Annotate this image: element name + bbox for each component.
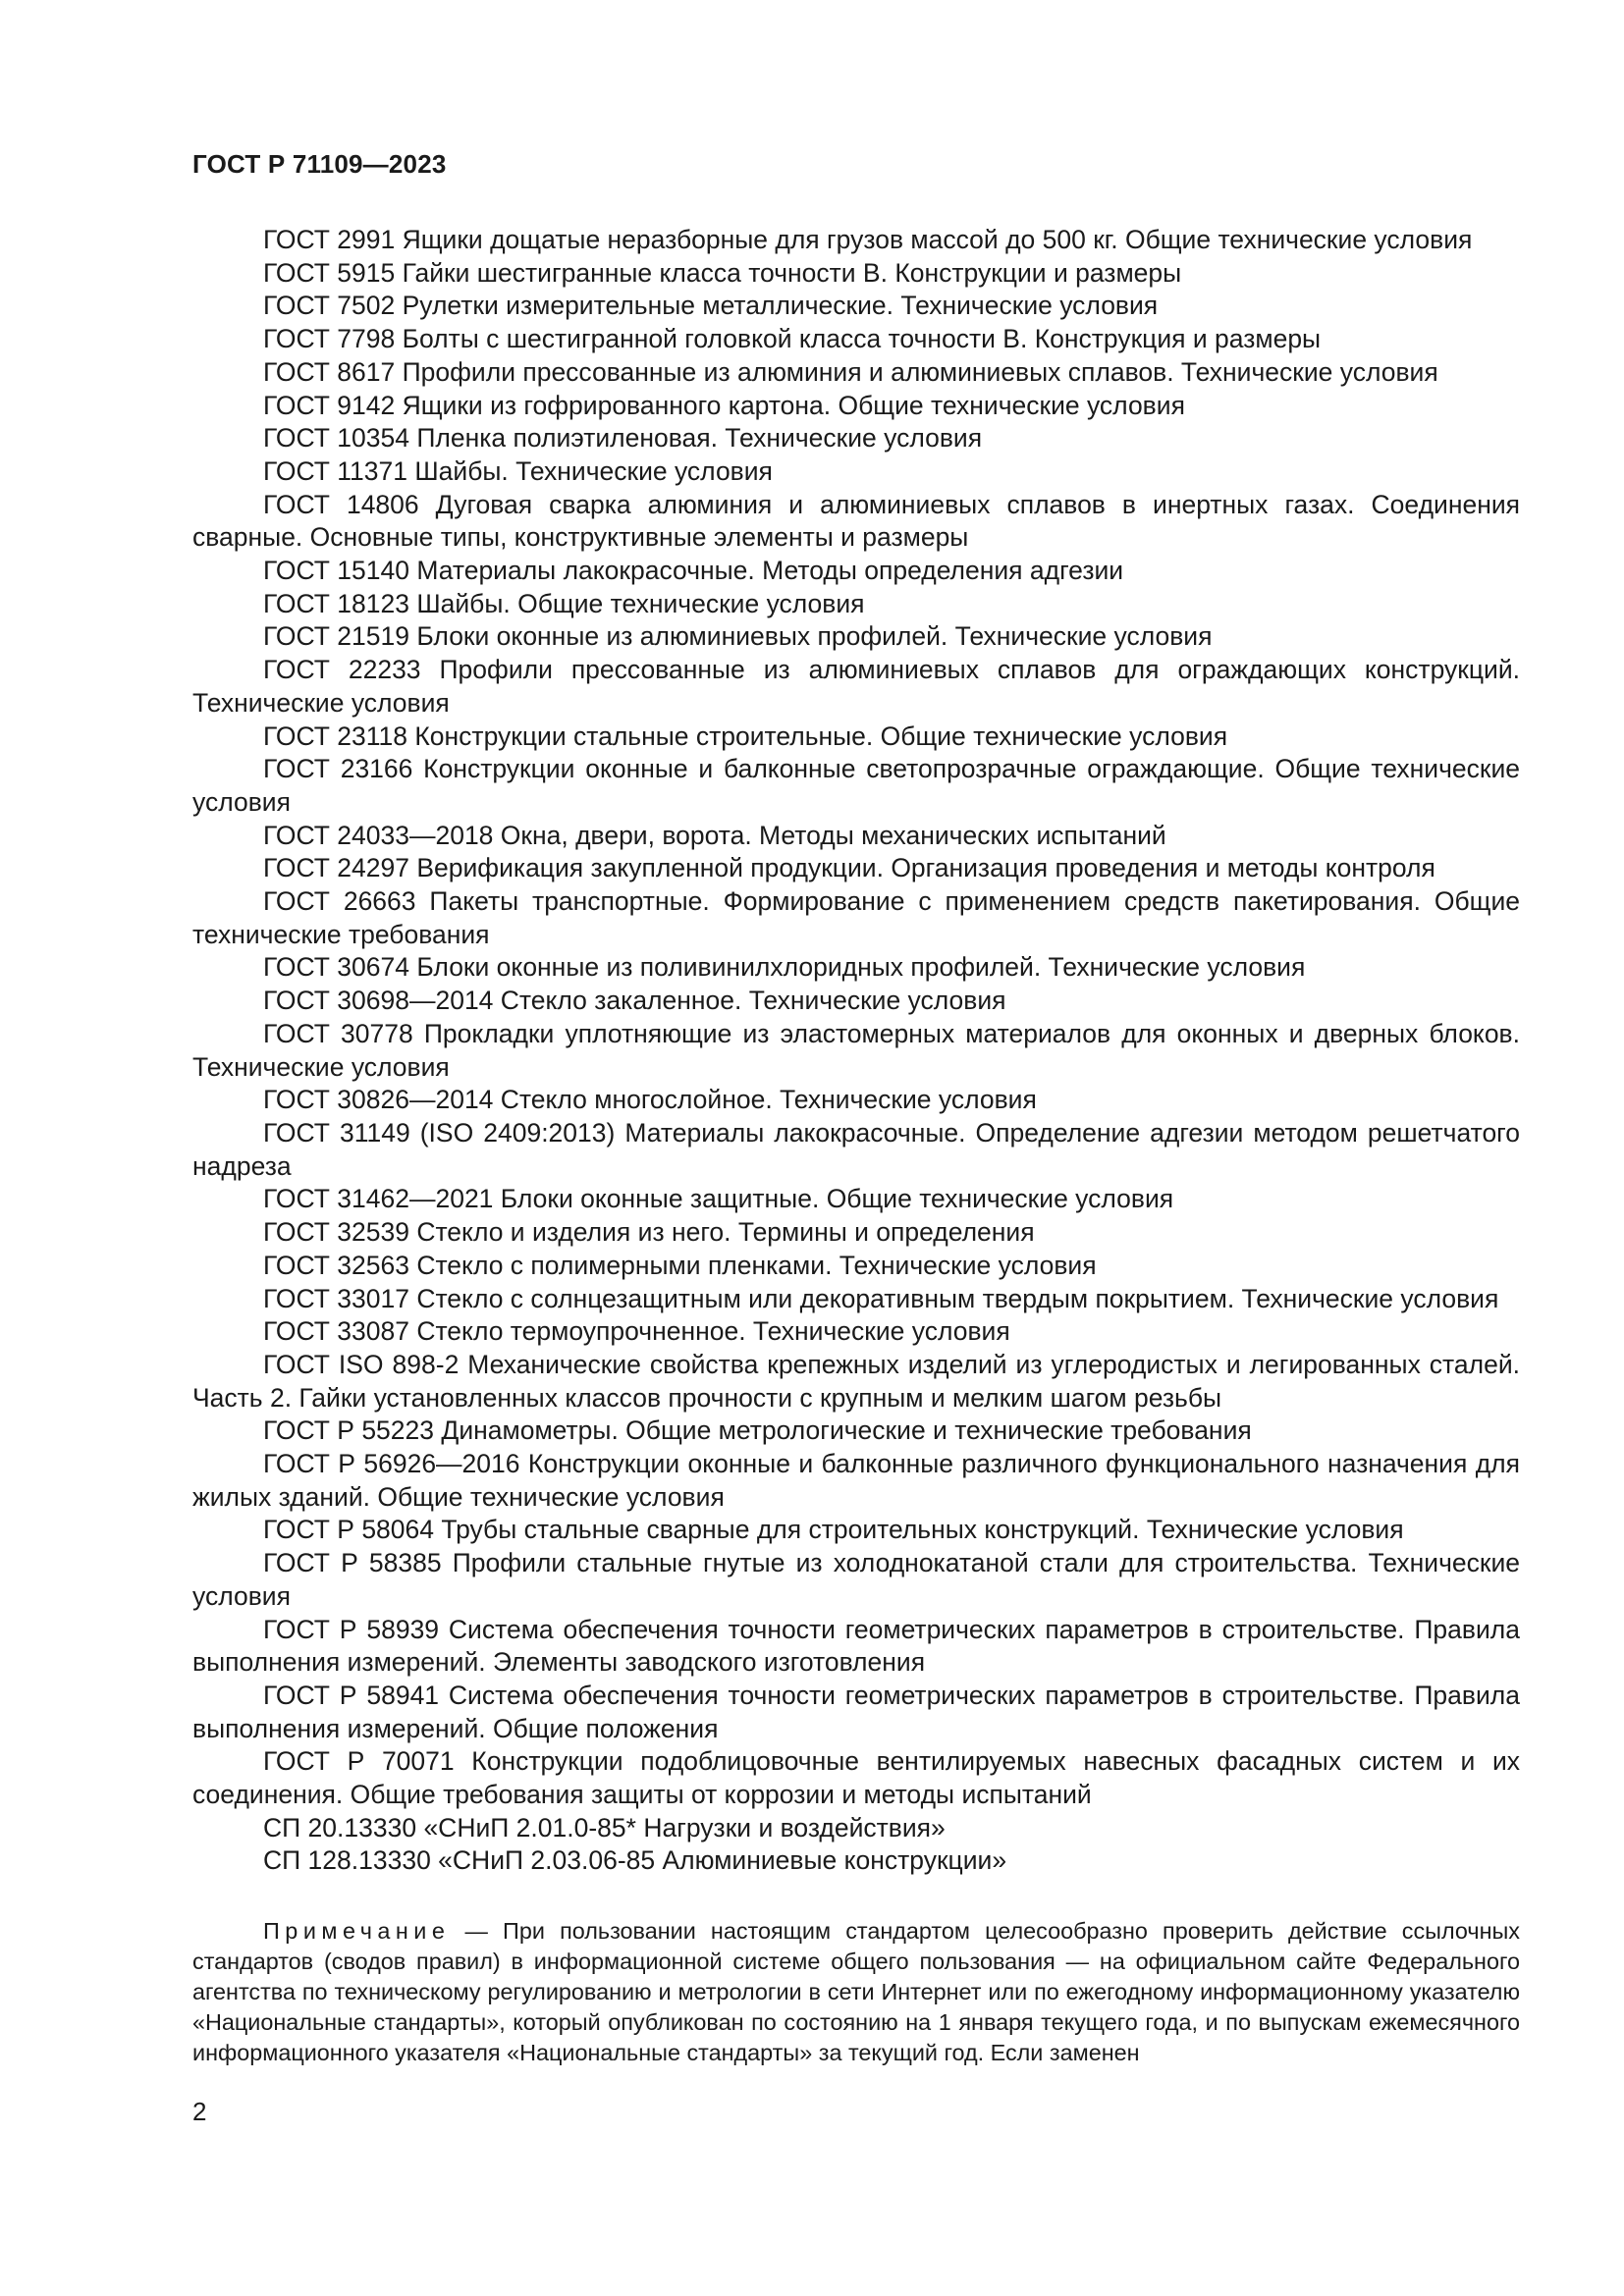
reference-item: ГОСТ Р 58064 Трубы стальные сварные для строительных конструкций. Технические условия — [263, 1515, 1404, 1545]
reference-item: ГОСТ 32539 Стекло и изделия из него. Термины и определения — [263, 1217, 1035, 1248]
reference-item: ГОСТ 24033—2018 Окна, двери, ворота. Методы механических испытаний — [263, 820, 1166, 850]
reference-item: ГОСТ 26663 Пакеты транспортные. Формирование с применением средств пакетирования. Общие технические требования — [192, 886, 1520, 949]
reference-item: ГОСТ 14806 Дуговая сварка алюминия и алюминиевых сплавов в инертных газах. Соединения сварные. Основные типы, конструктивные элементы и размеры — [192, 489, 1520, 553]
reference-item: ГОСТ 18123 Шайбы. Общие технические условия — [263, 588, 865, 618]
reference-item: ГОСТ 24297 Верификация закупленной продукции. Организация проведения и методы контроля — [263, 853, 1435, 883]
reference-item: ГОСТ 7798 Болты с шестигранной головкой класса точности В. Конструкция и размеры — [263, 324, 1322, 354]
page-number: 2 — [192, 2097, 207, 2126]
reference-item: ГОСТ 23118 Конструкции стальные строительные. Общие технические условия — [263, 721, 1228, 751]
reference-item: ГОСТ 30698—2014 Стекло закаленное. Технические условия — [263, 986, 1006, 1016]
reference-item: СП 128.13330 «СНиП 2.03.06-85 Алюминиевые конструкции» — [263, 1845, 1007, 1876]
reference-item: ГОСТ Р 55223 Динамометры. Общие метрологические и технические требования — [263, 1415, 1252, 1446]
reference-item: ГОСТ 22233 Профили прессованные из алюминиевых сплавов для ограждающих конструкций. Технические условия — [192, 655, 1520, 718]
reference-item: ГОСТ 7502 Рулетки измерительные металлические. Технические условия — [263, 291, 1159, 321]
reference-item: ГОСТ 23166 Конструкции оконные и балконные светопрозрачные ограждающие. Общие технические условия — [192, 754, 1520, 817]
reference-item: ГОСТ Р 56926—2016 Конструкции оконные и балконные различного функционального назначения для жилых зданий. Общие технические условия — [192, 1449, 1520, 1512]
reference-item: ГОСТ 2991 Ящики дощатые неразборные для грузов массой до 500 кг. Общие технические условия — [263, 225, 1473, 254]
reference-item: ГОСТ 8617 Профили прессованные из алюминия и алюминиевых сплавов. Технические условия — [263, 356, 1438, 387]
reference-item: СП 20.13330 «СНиП 2.01.0-85* Нагрузки и воздействия» — [263, 1812, 946, 1842]
note-text: — При пользовании настоящим стандартом целесообразно проверить действие ссылочных стандартов (сводов правил) в информационной системе общего пользования — на официальном сайте Федерального агентства по техническому регулированию и метрологии в сети Интернет или по ежегодному информационному указателю «Национальные стандарты», который опубликован по состоянию на 1 января текущего года, и по выпускам ежемесячного информационного указателя «Национальные стандарты» за текущий год. Если заменен — [192, 1918, 1520, 2065]
reference-item: ГОСТ Р 58939 Система обеспечения точности геометрических параметров в строительстве. Правила выполнения измерений. Элементы заводского изготовления — [192, 1614, 1520, 1678]
reference-item: ГОСТ 30674 Блоки оконные из поливинилхлоридных профилей. Технические условия — [263, 952, 1306, 983]
reference-item: ГОСТ 30778 Прокладки уплотняющие из эластомерных материалов для оконных и дверных блоков. Технические условия — [192, 1018, 1520, 1082]
reference-item: ГОСТ 31149 (ISO 2409:2013) Материалы лакокрасочные. Определение адгезии методом решетчатого надреза — [192, 1117, 1520, 1181]
note-label: Примечание — [263, 1918, 451, 1944]
reference-item: ГОСТ 21519 Блоки оконные из алюминиевых профилей. Технические условия — [263, 621, 1213, 652]
note-paragraph — [192, 1916, 1520, 2068]
reference-item: ГОСТ 31462—2021 Блоки оконные защитные. Общие технические условия — [263, 1184, 1174, 1214]
reference-item: ГОСТ Р 58941 Система обеспечения точности геометрических параметров в строительстве. Правила выполнения измерений. Общие положения — [192, 1680, 1520, 1743]
reference-item: ГОСТ 9142 Ящики из гофрированного картона. Общие технические условия — [263, 390, 1185, 420]
reference-item: ГОСТ 33017 Стекло с солнцезащитным или декоративным твердым покрытием. Технические условия — [263, 1283, 1499, 1313]
reference-item: ГОСТ 10354 Пленка полиэтиленовая. Технические условия — [263, 423, 983, 454]
reference-item: ГОСТ Р 70071 Конструкции подоблицовочные вентилируемых навесных фасадных систем и их соединения. Общие требования защиты от коррозии и методы испытаний — [192, 1746, 1520, 1810]
reference-item: ГОСТ Р 58385 Профили стальные гнутые из холоднокатаной стали для строительства. Технические условия — [192, 1548, 1520, 1611]
reference-item: ГОСТ 33087 Стекло термоупрочненное. Технические условия — [263, 1316, 1010, 1347]
reference-item: ГОСТ 5915 Гайки шестигранные класса точности В. Конструкции и размеры — [263, 257, 1182, 288]
reference-item: ГОСТ 11371 Шайбы. Технические условия — [263, 455, 773, 486]
reference-item: ГОСТ 32563 Стекло с полимерными пленками. Технические условия — [263, 1250, 1097, 1280]
document-header: ГОСТ Р 71109—2023 — [192, 149, 447, 179]
reference-item: ГОСТ 30826—2014 Стекло многослойное. Технические условия — [263, 1085, 1037, 1115]
normative-references-list — [192, 224, 1520, 1878]
reference-item: ГОСТ 15140 Материалы лакокрасочные. Методы определения адгезии — [263, 556, 1124, 586]
reference-item: ГОСТ ISO 898-2 Механические свойства крепежных изделий из углеродистых и легированных сталей. Часть 2. Гайки установленных классов прочности с крупным и мелким шагом резьбы — [192, 1349, 1520, 1413]
